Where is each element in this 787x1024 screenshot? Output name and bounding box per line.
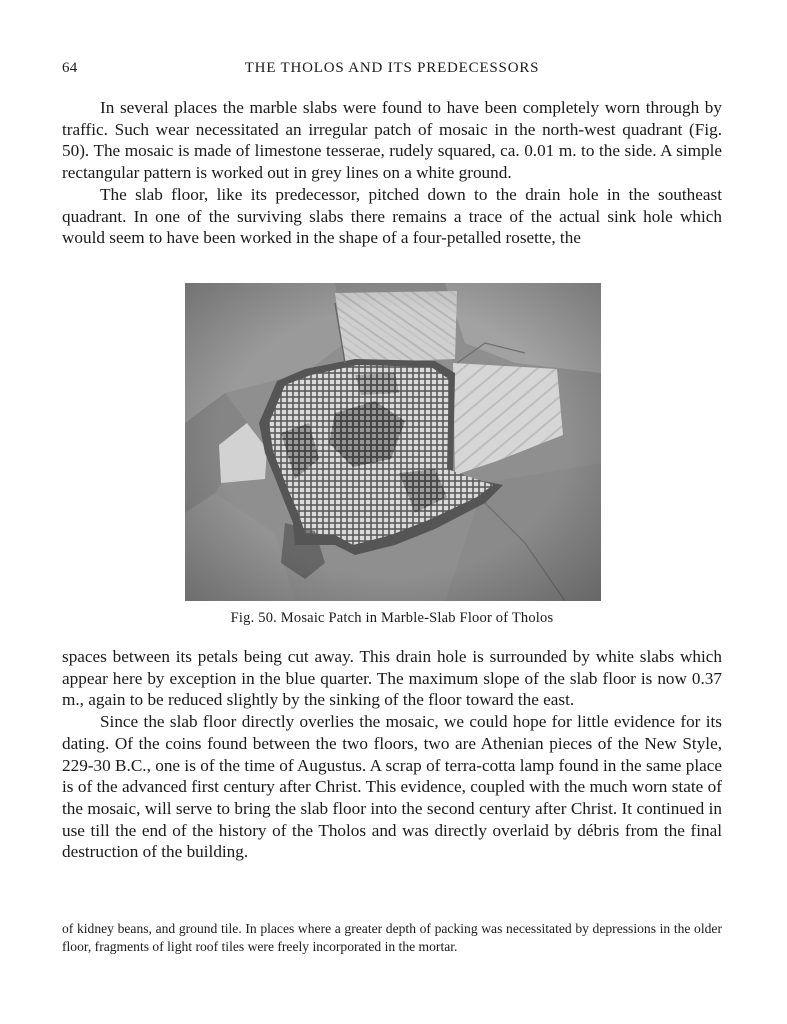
paragraph-dating-evidence: Since the slab floor directly overlies the mosaic, we could hope for little evidence for its dating. Of the coins found between the two floors, two are Athenian pieces of the New Style, 229-30 B.C., one is of the time of Augustus. A scrap of terra-cotta lamp found in the same place is of the advanced first century after Christ. This evidence, coupled with the much worn state of the mosaic, will serve to bring the slab floor into the second century after Christ. It continued in use till the end of the history of the Tholos and was directly overlaid by débris from the final destruction of the building.: [62, 712, 722, 862]
running-title: THE THOLOS AND ITS PREDECESSORS: [244, 60, 540, 76]
mosaic-photo-image: [185, 283, 601, 601]
page-header: [62, 60, 722, 84]
text-block-top: [62, 97, 722, 249]
paragraph-slab-floor: The slab floor, like its predecessor, pitched down to the drain hole in the southeast quadrant. In one of the surviving slabs there remains a trace of the actual sink hole which would seem to have been worked in the shape of a four-petalled rosette, the: [62, 184, 722, 248]
figure-mosaic-photo: [185, 283, 601, 601]
footnote-text: of kidney beans, and ground tile. In places where a greater depth of packing was necessitated by depressions in the older floor, fragments of light roof tiles were freely incorporated in the mortar.: [62, 921, 722, 954]
page-number: 64: [62, 60, 78, 76]
text-block-bottom: [62, 646, 722, 863]
paragraph-drain-hole: spaces between its petals being cut away. This drain hole is surrounded by white slabs which appear here by exception in the blue quarter. The maximum slope of the slab floor is now 0.37 m., again to be reduced slightly by the sinking of the floor toward the east.: [62, 647, 722, 710]
paragraph-mosaic-patch: In several places the marble slabs were found to have been completely worn through by traffic. Such wear necessitated an irregular patch of mosaic in the north-west quadrant (Fig. 50). The mosaic is made of limestone tesserae, rudely squared, ca. 0.01 m. to the side. A simple rectangular pattern is worked out in grey lines on a white ground.: [62, 98, 722, 183]
footnote: [62, 920, 722, 956]
figure-caption: Fig. 50. Mosaic Patch in Marble-Slab Floor of Tholos: [230, 610, 554, 626]
